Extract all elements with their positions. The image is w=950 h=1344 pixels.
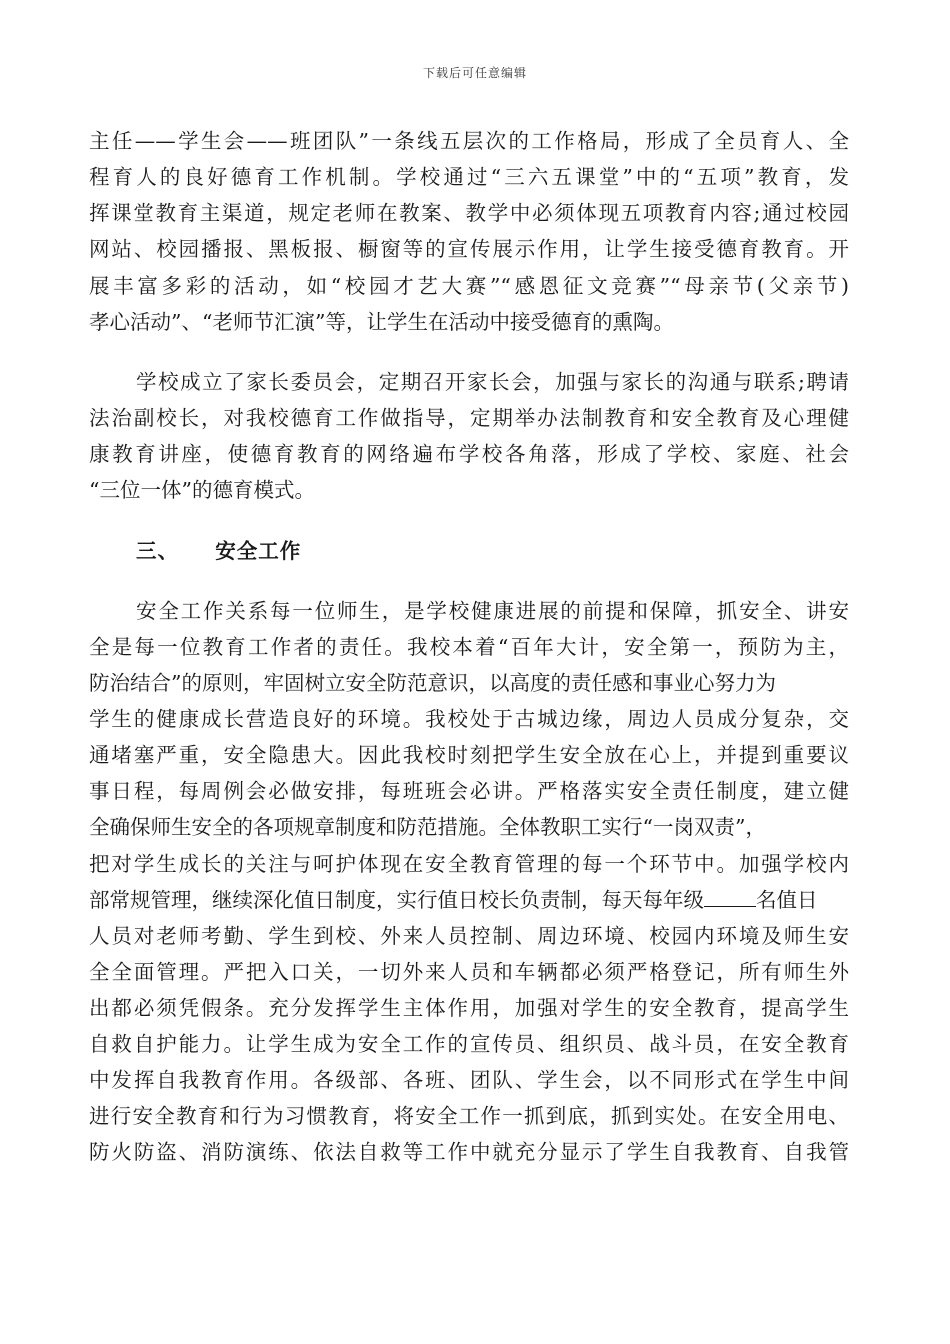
body-text-segment: 名值日 [756, 888, 818, 912]
page-header: 下载后可任意编辑 [422, 66, 527, 80]
body-text-line: 学校成立了家长委员会，定期召开家长会，加强与家长的沟通与联系;聘请 [136, 370, 849, 394]
section-heading [136, 541, 301, 562]
body-text-line: 孝心活动”、“老师节汇演”等，让学生在活动中接受德育的熏陶。 [89, 310, 674, 334]
body-text-line: 自救自护能力。让学生成为安全工作的宣传员、组织员、战斗员，在安全教育 [89, 1032, 849, 1056]
section-title: 安全工作 [215, 539, 302, 563]
body-text-line: 安全工作关系每一位师生，是学校健康进展的前提和保障，抓安全、讲安 [136, 599, 849, 623]
body-text-line: 出都必须凭假条。充分发挥学生主体作用，加强对学生的安全教育，提高学生 [89, 996, 849, 1020]
section-number: 三、 [136, 539, 179, 563]
body-text-line: 进行安全教育和行为习惯教育，将安全工作一抓到底，抓到实处。在安全用电、 [89, 1104, 849, 1128]
body-text-line: 中发挥自我教育作用。各级部、各班、团队、学生会，以不同形式在学生中间 [89, 1068, 849, 1092]
body-text-line: 人员对老师考勤、学生到校、外来人员控制、周边环境、校园内环境及师生安 [89, 924, 849, 948]
body-text-line: 事日程，每周例会必做安排，每班班会必讲。严格落实安全责任制度，建立健 [89, 779, 849, 803]
body-text-line: “三位一体”的德育模式。 [89, 478, 315, 502]
body-text-line [89, 890, 818, 911]
body-text-line: 展丰富多彩的活动，如“校园才艺大赛”“感恩征文竞赛”“母亲节(父亲节) [89, 274, 849, 298]
fill-in-blank [704, 890, 756, 907]
body-text-line: 防火防盗、消防演练、依法自救等工作中就充分显示了学生自我教育、自我管 [89, 1140, 849, 1164]
body-text-line: 康教育讲座，使德育教育的网络遍布学校各角落，形成了学校、家庭、社会 [89, 442, 849, 466]
body-text-line: 全确保师生安全的各项规章制度和防范措施。全体教职工实行“一岗双责”， [89, 815, 766, 839]
body-text-line: 网站、校园播报、黑板报、橱窗等的宣传展示作用，让学生接受德育教育。开 [89, 237, 849, 261]
body-text-line: 通堵塞严重，安全隐患大。因此我校时刻把学生安全放在心上，并提到重要议 [89, 743, 849, 767]
body-text-line: 全全面管理。严把入口关，一切外来人员和车辆都必须严格登记，所有师生外 [89, 960, 849, 984]
body-text-line: 挥课堂教育主渠道，规定老师在教案、教学中必须体现五项教育内容;通过校园 [89, 201, 849, 225]
body-text-line: 学生的健康成长营造良好的环境。我校处于古城边缘，周边人员成分复杂，交 [89, 707, 849, 731]
body-text-line: 程育人的良好德育工作机制。学校通过“三六五课堂”中的“五项”教育，发 [89, 165, 849, 189]
body-text-segment: 部常规管理，继续深化值日制度，实行值日校长负责制，每天每年级 [89, 888, 704, 912]
body-text-line: 把对学生成长的关注与呵护体现在安全教育管理的每一个环节中。加强学校内 [89, 852, 849, 876]
body-text-line: 法治副校长，对我校德育工作做指导，定期举办法制教育和安全教育及心理健 [89, 406, 849, 430]
body-text-line: 防治结合”的原则，牢固树立安全防范意识，以高度的责任感和事业心努力为 [89, 671, 776, 695]
body-text-line: 全是每一位教育工作者的责任。我校本着“百年大计，安全第一，预防为主， [89, 635, 849, 659]
body-text-line: 主任——学生会——班团队”一条线五层次的工作格局，形成了全员育人、全 [89, 129, 849, 153]
